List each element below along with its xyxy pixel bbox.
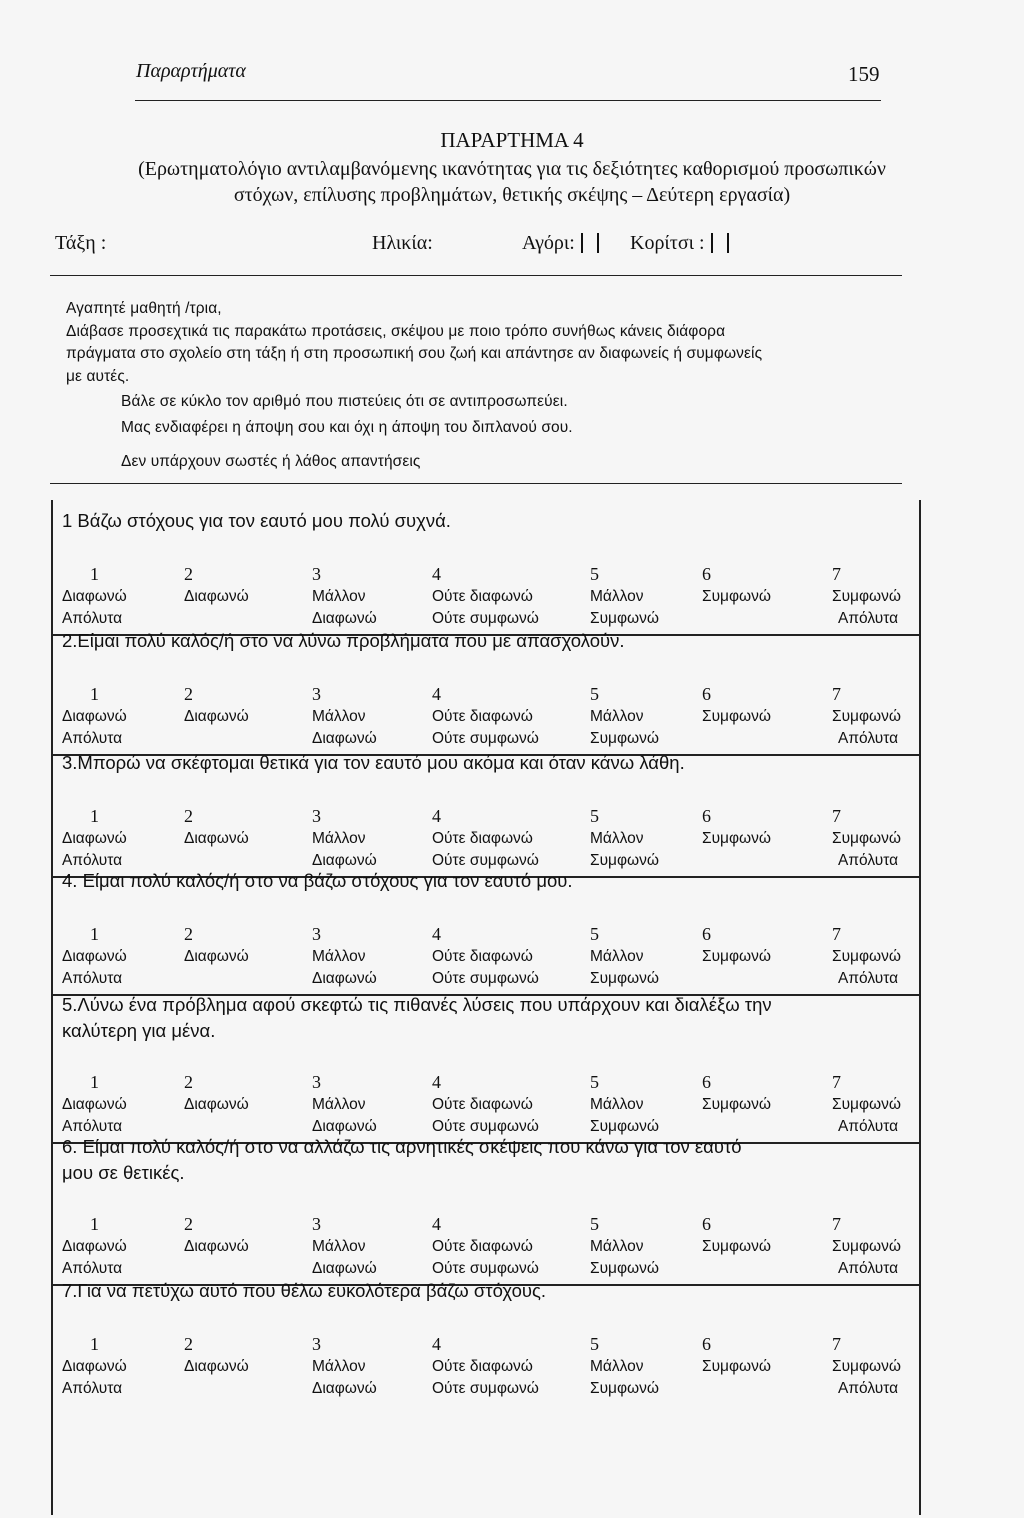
scale-label-3: Μάλλον <box>312 1238 366 1255</box>
scale-sublabel-1: Απόλυτα <box>62 1118 123 1135</box>
scale-sublabel-3: Διαφωνώ <box>312 1118 377 1135</box>
scale-option-2[interactable]: 2 <box>184 564 193 584</box>
scale-option-3[interactable]: 3 <box>312 564 321 584</box>
scale-label-7: Συμφωνώ <box>832 948 901 965</box>
scale-option-5[interactable]: 5 <box>590 1072 599 1092</box>
scale-sublabel-1: Απόλυτα <box>62 610 123 627</box>
scale-sublabel-3: Διαφωνώ <box>312 852 377 869</box>
instruction-circle: Βάλε σε κύκλο τον αριθμό που πιστεύεις ότι σε αντιπροσωπεύει. <box>121 393 568 410</box>
scale-option-5[interactable]: 5 <box>590 1214 599 1234</box>
scale-sublabel-7: Απόλυτα <box>838 1260 899 1277</box>
scale-sublabel-5: Συμφωνώ <box>590 1260 659 1277</box>
question-6-text: 6. Είμαι πολύ καλός/ή στο να αλλάζω τις αρνητικές σκέψεις που κάνω για τον εαυτό <box>62 1136 742 1157</box>
scale-option-1[interactable]: 1 <box>90 924 99 944</box>
instruction-line-2: πράγματα στο σχολείο στη τάξη ή στη προσωπική σου ζωή και απάντησε αν διαφωνείς ή συμφωνείς <box>66 345 763 362</box>
scale-option-5[interactable]: 5 <box>590 924 599 944</box>
scale-sublabel-7: Απόλυτα <box>838 610 899 627</box>
scale-option-7[interactable]: 7 <box>832 806 841 826</box>
question-6-text-cont: μου σε θετικές. <box>62 1162 185 1183</box>
scale-sublabel-7: Απόλυτα <box>838 1118 899 1135</box>
scale-option-2[interactable]: 2 <box>184 924 193 944</box>
scale-label-3: Μάλλον <box>312 1358 366 1375</box>
scale-option-6[interactable]: 6 <box>702 1334 711 1354</box>
scale-option-6[interactable]: 6 <box>702 806 711 826</box>
scale-label-7: Συμφωνώ <box>832 708 901 725</box>
scale-sublabel-3: Διαφωνώ <box>312 1380 377 1397</box>
instructions <box>66 298 896 474</box>
class-label: Τάξη : <box>55 232 107 254</box>
instruction-no-right-answers: Δεν υπάρχουν σωστές ή λάθος απαντήσεις <box>121 453 421 470</box>
scale-option-7[interactable]: 7 <box>832 564 841 584</box>
scale-label-6: Συμφωνώ <box>702 1358 771 1375</box>
scale-option-5[interactable]: 5 <box>590 684 599 704</box>
scale-label-2: Διαφωνώ <box>184 1096 249 1113</box>
scale-label-2: Διαφωνώ <box>184 830 249 847</box>
document-subtitle <box>60 156 964 208</box>
scale-option-2[interactable]: 2 <box>184 1214 193 1234</box>
scale-option-1[interactable]: 1 <box>90 1214 99 1234</box>
scale-option-5[interactable]: 5 <box>590 806 599 826</box>
scale-option-2[interactable]: 2 <box>184 1072 193 1092</box>
meta-rule <box>50 275 902 276</box>
scale-label-1: Διαφωνώ <box>62 830 127 847</box>
scale-option-5[interactable]: 5 <box>590 1334 599 1354</box>
scale-option-7[interactable]: 7 <box>832 684 841 704</box>
scale-label-1: Διαφωνώ <box>62 1238 127 1255</box>
scale-label-2: Διαφωνώ <box>184 948 249 965</box>
scale-option-3[interactable]: 3 <box>312 1214 321 1234</box>
scale-option-2[interactable]: 2 <box>184 1334 193 1354</box>
scale-option-1[interactable]: 1 <box>90 1334 99 1354</box>
scale-label-3: Μάλλον <box>312 588 366 605</box>
page-number: 159 <box>848 62 880 86</box>
instructions-rule <box>50 483 902 484</box>
scale-option-2[interactable]: 2 <box>184 806 193 826</box>
scale-option-1[interactable]: 1 <box>90 806 99 826</box>
scale-label-1: Διαφωνώ <box>62 948 127 965</box>
scale-option-3[interactable]: 3 <box>312 924 321 944</box>
scale-label-3: Μάλλον <box>312 708 366 725</box>
scale-label-4: Ούτε διαφωνώ <box>432 1238 533 1255</box>
scale-option-1[interactable]: 1 <box>90 684 99 704</box>
scale-sublabel-5: Συμφωνώ <box>590 1118 659 1135</box>
scale-option-3[interactable]: 3 <box>312 1334 321 1354</box>
scale-sublabel-7: Απόλυτα <box>838 1380 899 1397</box>
scale-label-4: Ούτε διαφωνώ <box>432 948 533 965</box>
question-7-text: 7.Για να πετύχω αυτό που θέλω ευκολότερα βάζω στόχους. <box>62 1280 547 1301</box>
boy-label: Αγόρι: <box>522 232 575 254</box>
scale-label-2: Διαφωνώ <box>184 1238 249 1255</box>
scale-label-4: Ούτε διαφωνώ <box>432 1358 533 1375</box>
subtitle-line-1: (Ερωτηματολόγιο αντιλαμβανόμενης ικανότητας για τις δεξιότητες καθορισμού προσωπικών <box>138 158 886 180</box>
scale-label-3: Μάλλον <box>312 1096 366 1113</box>
scale-sublabel-1: Απόλυτα <box>62 970 123 987</box>
scale-sublabel-4: Ούτε συμφωνώ <box>432 1118 539 1135</box>
scale-sublabel-3: Διαφωνώ <box>312 1260 377 1277</box>
scale-option-3[interactable]: 3 <box>312 1072 321 1092</box>
scale-option-4[interactable]: 4 <box>432 1072 441 1092</box>
scale-option-4[interactable]: 4 <box>432 1334 441 1354</box>
scale-label-1: Διαφωνώ <box>62 1358 127 1375</box>
scale-sublabel-1: Απόλυτα <box>62 730 123 747</box>
scale-label-5: Μάλλον <box>590 588 644 605</box>
scale-option-4[interactable]: 4 <box>432 924 441 944</box>
scale-sublabel-1: Απόλυτα <box>62 1380 123 1397</box>
scale-label-3: Μάλλον <box>312 830 366 847</box>
scale-sublabel-4: Ούτε συμφωνώ <box>432 1260 539 1277</box>
header-rule <box>135 100 881 101</box>
scale-label-6: Συμφωνώ <box>702 1096 771 1113</box>
scale-label-4: Ούτε διαφωνώ <box>432 708 533 725</box>
scale-sublabel-5: Συμφωνώ <box>590 1380 659 1397</box>
instruction-opinion: Μας ενδιαφέρει η άποψη σου και όχι η άποψη του διπλανού σου. <box>121 418 573 436</box>
scale-sublabel-5: Συμφωνώ <box>590 970 659 987</box>
question-3-text: 3.Μπορώ να σκέφτομαι θετικά για τον εαυτό μου ακόμα και όταν κάνω λάθη. <box>62 752 685 773</box>
scale-label-5: Μάλλον <box>590 708 644 725</box>
scale-label-7: Συμφωνώ <box>832 588 901 605</box>
boy-checkbox[interactable] <box>581 233 599 253</box>
scale-label-1: Διαφωνώ <box>62 588 127 605</box>
scale-option-6[interactable]: 6 <box>702 1214 711 1234</box>
question-5-text-cont: καλύτερη για μένα. <box>62 1020 216 1041</box>
scale-label-5: Μάλλον <box>590 1096 644 1113</box>
scale-label-5: Μάλλον <box>590 1358 644 1375</box>
scale-sublabel-4: Ούτε συμφωνώ <box>432 1380 539 1397</box>
question-2-text: 2.Είμαι πολύ καλός/ή στο να λύνω προβλήματα που με απασχολούν. <box>62 630 625 651</box>
scale-option-7[interactable]: 7 <box>832 924 841 944</box>
scale-label-3: Μάλλον <box>312 948 366 965</box>
scale-option-4[interactable]: 4 <box>432 684 441 704</box>
greeting: Αγαπητέ μαθητή /τρια, <box>66 300 222 317</box>
scale-label-7: Συμφωνώ <box>832 1238 901 1255</box>
scale-label-2: Διαφωνώ <box>184 588 249 605</box>
scale-option-2[interactable]: 2 <box>184 684 193 704</box>
scale-label-2: Διαφωνώ <box>184 708 249 725</box>
scale-label-5: Μάλλον <box>590 1238 644 1255</box>
scale-sublabel-4: Ούτε συμφωνώ <box>432 610 539 627</box>
scale-option-4[interactable]: 4 <box>432 564 441 584</box>
scale-label-6: Συμφωνώ <box>702 948 771 965</box>
scale-option-6[interactable]: 6 <box>702 924 711 944</box>
scale-sublabel-3: Διαφωνώ <box>312 970 377 987</box>
scale-sublabel-1: Απόλυτα <box>62 852 123 869</box>
scale-label-2: Διαφωνώ <box>184 1358 249 1375</box>
scale-label-1: Διαφωνώ <box>62 1096 127 1113</box>
scale-sublabel-4: Ούτε συμφωνώ <box>432 852 539 869</box>
scale-sublabel-1: Απόλυτα <box>62 1260 123 1277</box>
scale-option-3[interactable]: 3 <box>312 806 321 826</box>
subtitle-line-2: στόχων, επίλυσης προβλημάτων, θετικής σκέψης – Δεύτερη εργασία) <box>233 184 791 206</box>
scale-sublabel-5: Συμφωνώ <box>590 730 659 747</box>
document-title: ΠΑΡΑΡΤΗΜΑ 4 <box>440 128 584 152</box>
instruction-line-3: με αυτές. <box>66 367 130 385</box>
girl-field <box>630 232 735 255</box>
scale-label-4: Ούτε διαφωνώ <box>432 1096 533 1113</box>
scale-option-1[interactable]: 1 <box>90 564 99 584</box>
scale-sublabel-4: Ούτε συμφωνώ <box>432 730 539 747</box>
question-1-text: 1 Βάζω στόχους για τον εαυτό μου πολύ συχνά. <box>62 510 451 531</box>
girl-checkbox[interactable] <box>711 233 729 253</box>
page-header-section: Παραρτήματα <box>136 60 246 82</box>
scale-option-4[interactable]: 4 <box>432 806 441 826</box>
scale-label-7: Συμφωνώ <box>832 1096 901 1113</box>
scale-label-6: Συμφωνώ <box>702 1238 771 1255</box>
scale-sublabel-5: Συμφωνώ <box>590 610 659 627</box>
scale-option-6[interactable]: 6 <box>702 1072 711 1092</box>
scale-label-6: Συμφωνώ <box>702 708 771 725</box>
scale-option-5[interactable]: 5 <box>590 564 599 584</box>
scale-label-6: Συμφωνώ <box>702 830 771 847</box>
scale-option-7[interactable]: 7 <box>832 1072 841 1092</box>
instruction-line-1: Διάβασε προσεχτικά τις παρακάτω προτάσεις, σκέψου με ποιο τρόπο συνήθως κάνεις διάφορα <box>66 322 726 340</box>
age-label: Ηλικία: <box>372 232 433 254</box>
scale-option-6[interactable]: 6 <box>702 564 711 584</box>
scale-option-3[interactable]: 3 <box>312 684 321 704</box>
scale-option-6[interactable]: 6 <box>702 684 711 704</box>
scale-label-4: Ούτε διαφωνώ <box>432 830 533 847</box>
scale-sublabel-4: Ούτε συμφωνώ <box>432 970 539 987</box>
scale-option-7[interactable]: 7 <box>832 1214 841 1234</box>
scale-sublabel-5: Συμφωνώ <box>590 852 659 869</box>
scale-sublabel-7: Απόλυτα <box>838 730 899 747</box>
girl-label: Κορίτσι : <box>630 232 705 254</box>
scale-label-5: Μάλλον <box>590 830 644 847</box>
scale-sublabel-7: Απόλυτα <box>838 970 899 987</box>
scale-sublabel-7: Απόλυτα <box>838 852 899 869</box>
scale-sublabel-3: Διαφωνώ <box>312 730 377 747</box>
question-5-text: 5.Λύνω ένα πρόβλημα αφού σκεφτώ τις πιθανές λύσεις που υπάρχουν και διαλέξω την <box>62 994 772 1015</box>
question-4-text: 4. Είμαι πολύ καλός/ή στο να βάζω στόχους για τον εαυτό μου. <box>62 870 573 891</box>
scale-label-7: Συμφωνώ <box>832 830 901 847</box>
scale-label-5: Μάλλον <box>590 948 644 965</box>
scale-label-7: Συμφωνώ <box>832 1358 901 1375</box>
scale-option-4[interactable]: 4 <box>432 1214 441 1234</box>
scale-option-7[interactable]: 7 <box>832 1334 841 1354</box>
scale-option-1[interactable]: 1 <box>90 1072 99 1092</box>
scale-label-4: Ούτε διαφωνώ <box>432 588 533 605</box>
scale-sublabel-3: Διαφωνώ <box>312 610 377 627</box>
scale-label-1: Διαφωνώ <box>62 708 127 725</box>
scale-label-6: Συμφωνώ <box>702 588 771 605</box>
boy-field <box>522 232 605 255</box>
